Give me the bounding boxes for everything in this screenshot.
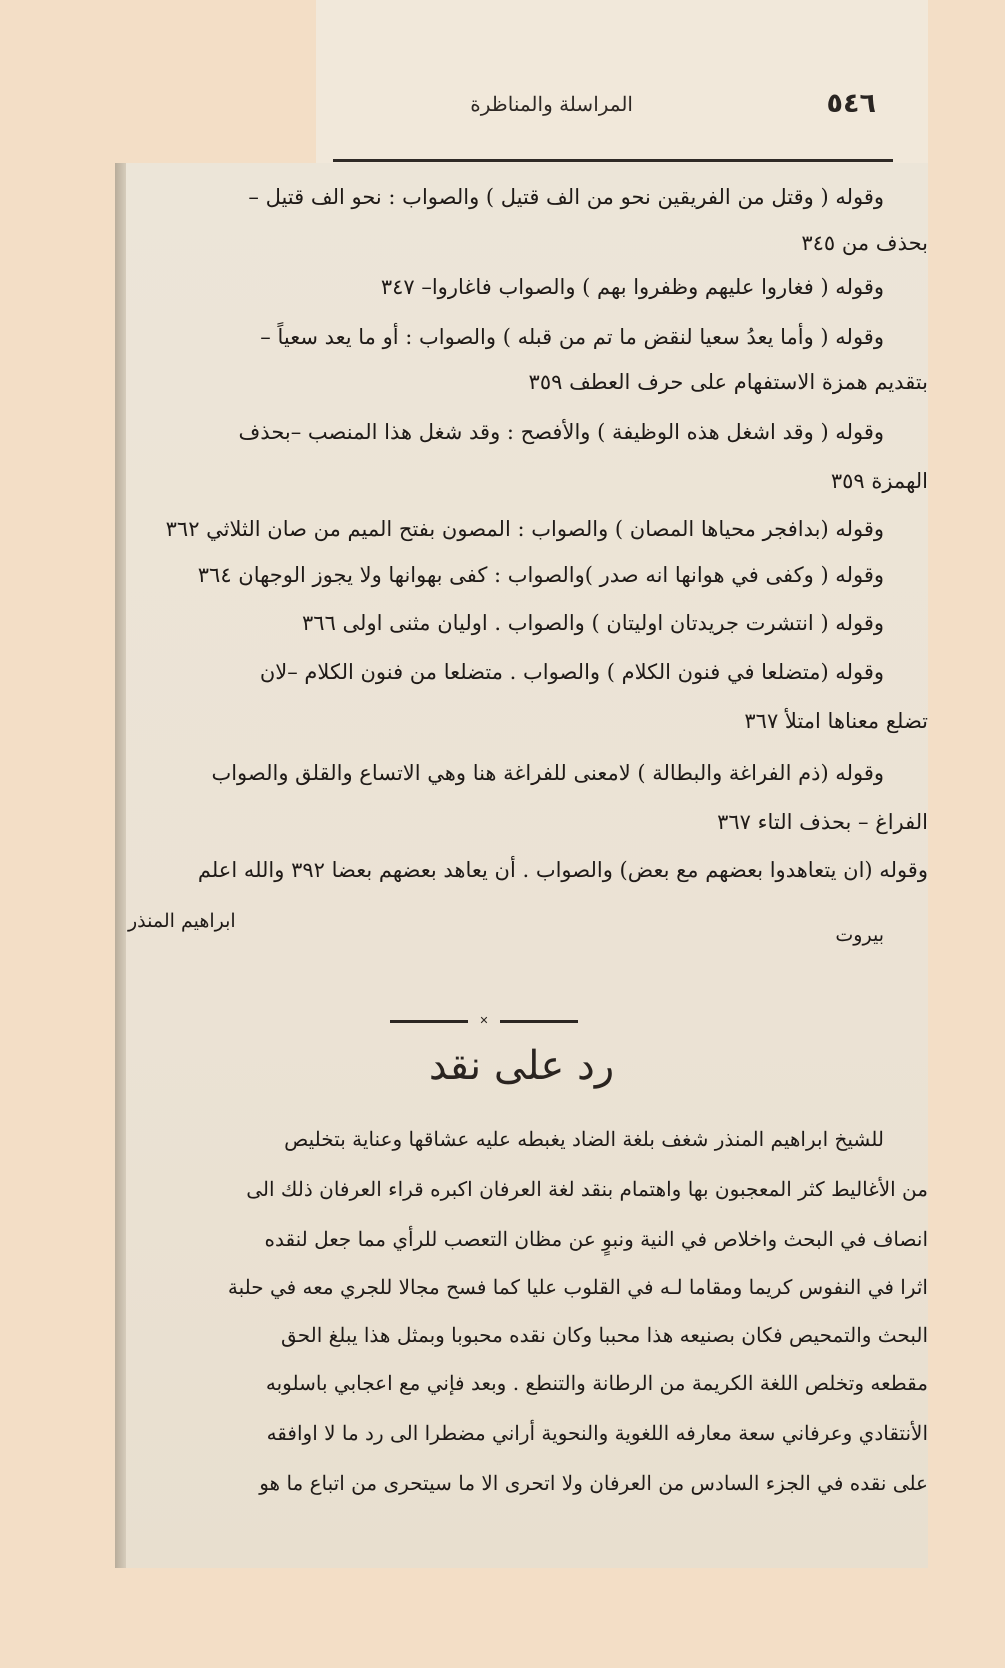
section-title: رد على نقد [428,1043,615,1089]
correction-line: بتقديم همزة الاستفهام على حرف العطف ٣٥٩ [528,370,928,394]
page-number: ٥٤٦ [826,88,876,119]
divider-knot-icon: ✕ [479,1014,489,1027]
paragraph-line: انصاف في البحث واخلاص في النية ونبوٍ عن مظان التعصب للرأي مما جعل لنقده [264,1227,928,1251]
paragraph-line: البحث والتمحيص فكان بصنيعه هذا محببا وكان نقده محبوبا وبمثل هذا يبلغ الحق [281,1323,928,1347]
correction-line: وقوله ( وكفى في هوانها انه صدر )والصواب : كفى بهوانها ولا يجوز الوجهان ٣٦٤ [197,563,884,587]
divider-bar-right [500,1020,578,1023]
correction-line: وقوله (ذم الفراغة والبطالة ) لامعنى للفراغة هنا وهي الاتساع والقلق والصواب [211,761,884,785]
paragraph-line: من الأغاليط كثر المعجبون بها واهتمام بنقد لغة العرفان اكبره قراء العرفان ذلك الى [246,1177,928,1201]
page-header [316,88,928,138]
paragraph-line: الأنتقادي وعرفاني سعة معارفه اللغوية والنحوية أراني مضطرا الى رد ما لا اوافقه [266,1421,928,1445]
correction-line: الهمزة ٣٥٩ [830,469,928,493]
document-page [115,163,928,1568]
correction-line: وقوله ( فغاروا عليهم وظفروا بهم ) والصواب فاغاروا– ٣٤٧ [380,275,884,299]
section-divider-ornament [390,1015,578,1027]
page-top-strip [316,0,928,168]
signature-block [128,908,928,944]
divider-bar-left [390,1020,468,1023]
signature-name: ابراهيم المنذر [128,910,236,932]
paragraph-line: للشيخ ابراهيم المنذر شغف بلغة الضاد يغبطه عليه عشاقها وعناية بتخليص [284,1127,884,1151]
binding-shadow [115,163,126,1568]
running-head: المراسلة والمناظرة [470,92,633,116]
correction-line: وقوله ( وأما يعدُ سعيا لنقض ما تم من قبله ) والصواب : أو ما يعد سعياً – [260,325,884,349]
correction-line: وقوله ( انتشرت جريدتان اوليتان ) والصواب . اوليان مثنى اولى ٣٦٦ [302,611,884,635]
paragraph-line: على نقده في الجزء السادس من العرفان ولا اتحرى الا ما سيتحرى من اتباع ما هو [259,1471,928,1495]
header-rule [333,159,893,162]
correction-line: وقوله (متضلعا في فنون الكلام ) والصواب . متضلعا من فنون الكلام –لان [259,660,884,684]
paragraph-line: اثرا في النفوس كريما ومقاما لـه في القلوب عليا كما فسح مجالا للجري معه في حلبة [227,1275,928,1299]
correction-line: وقوله ( وقتل من الفريقين نحو من الف قتيل ) والصواب : نحو الف قتيل – [248,185,884,209]
signature-city: بيروت [835,924,884,946]
correction-line: وقوله (ان يتعاهدوا بعضهم مع بعض) والصواب . أن يعاهد بعضهم بعضا ٣٩٢ والله اعلم [197,858,928,882]
correction-line: الفراغ – بحذف التاء ٣٦٧ [717,810,928,834]
paragraph-line: مقطعه وتخلص اللغة الكريمة من الرطانة والتنطع . وبعد فإني مع اعجابي باسلوبه [265,1371,928,1395]
correction-line: تضلع معناها امتلأ ٣٦٧ [744,709,928,733]
correction-line: وقوله ( وقد اشغل هذه الوظيفة ) والأفصح : وقد شغل هذا المنصب –بحذف [238,420,884,444]
correction-line: وقوله (بدافجر محياها المصان ) والصواب : المصون بفتح الميم من صان الثلاثي ٣٦٢ [165,517,884,541]
correction-line: بحذف من ٣٤٥ [801,231,928,255]
